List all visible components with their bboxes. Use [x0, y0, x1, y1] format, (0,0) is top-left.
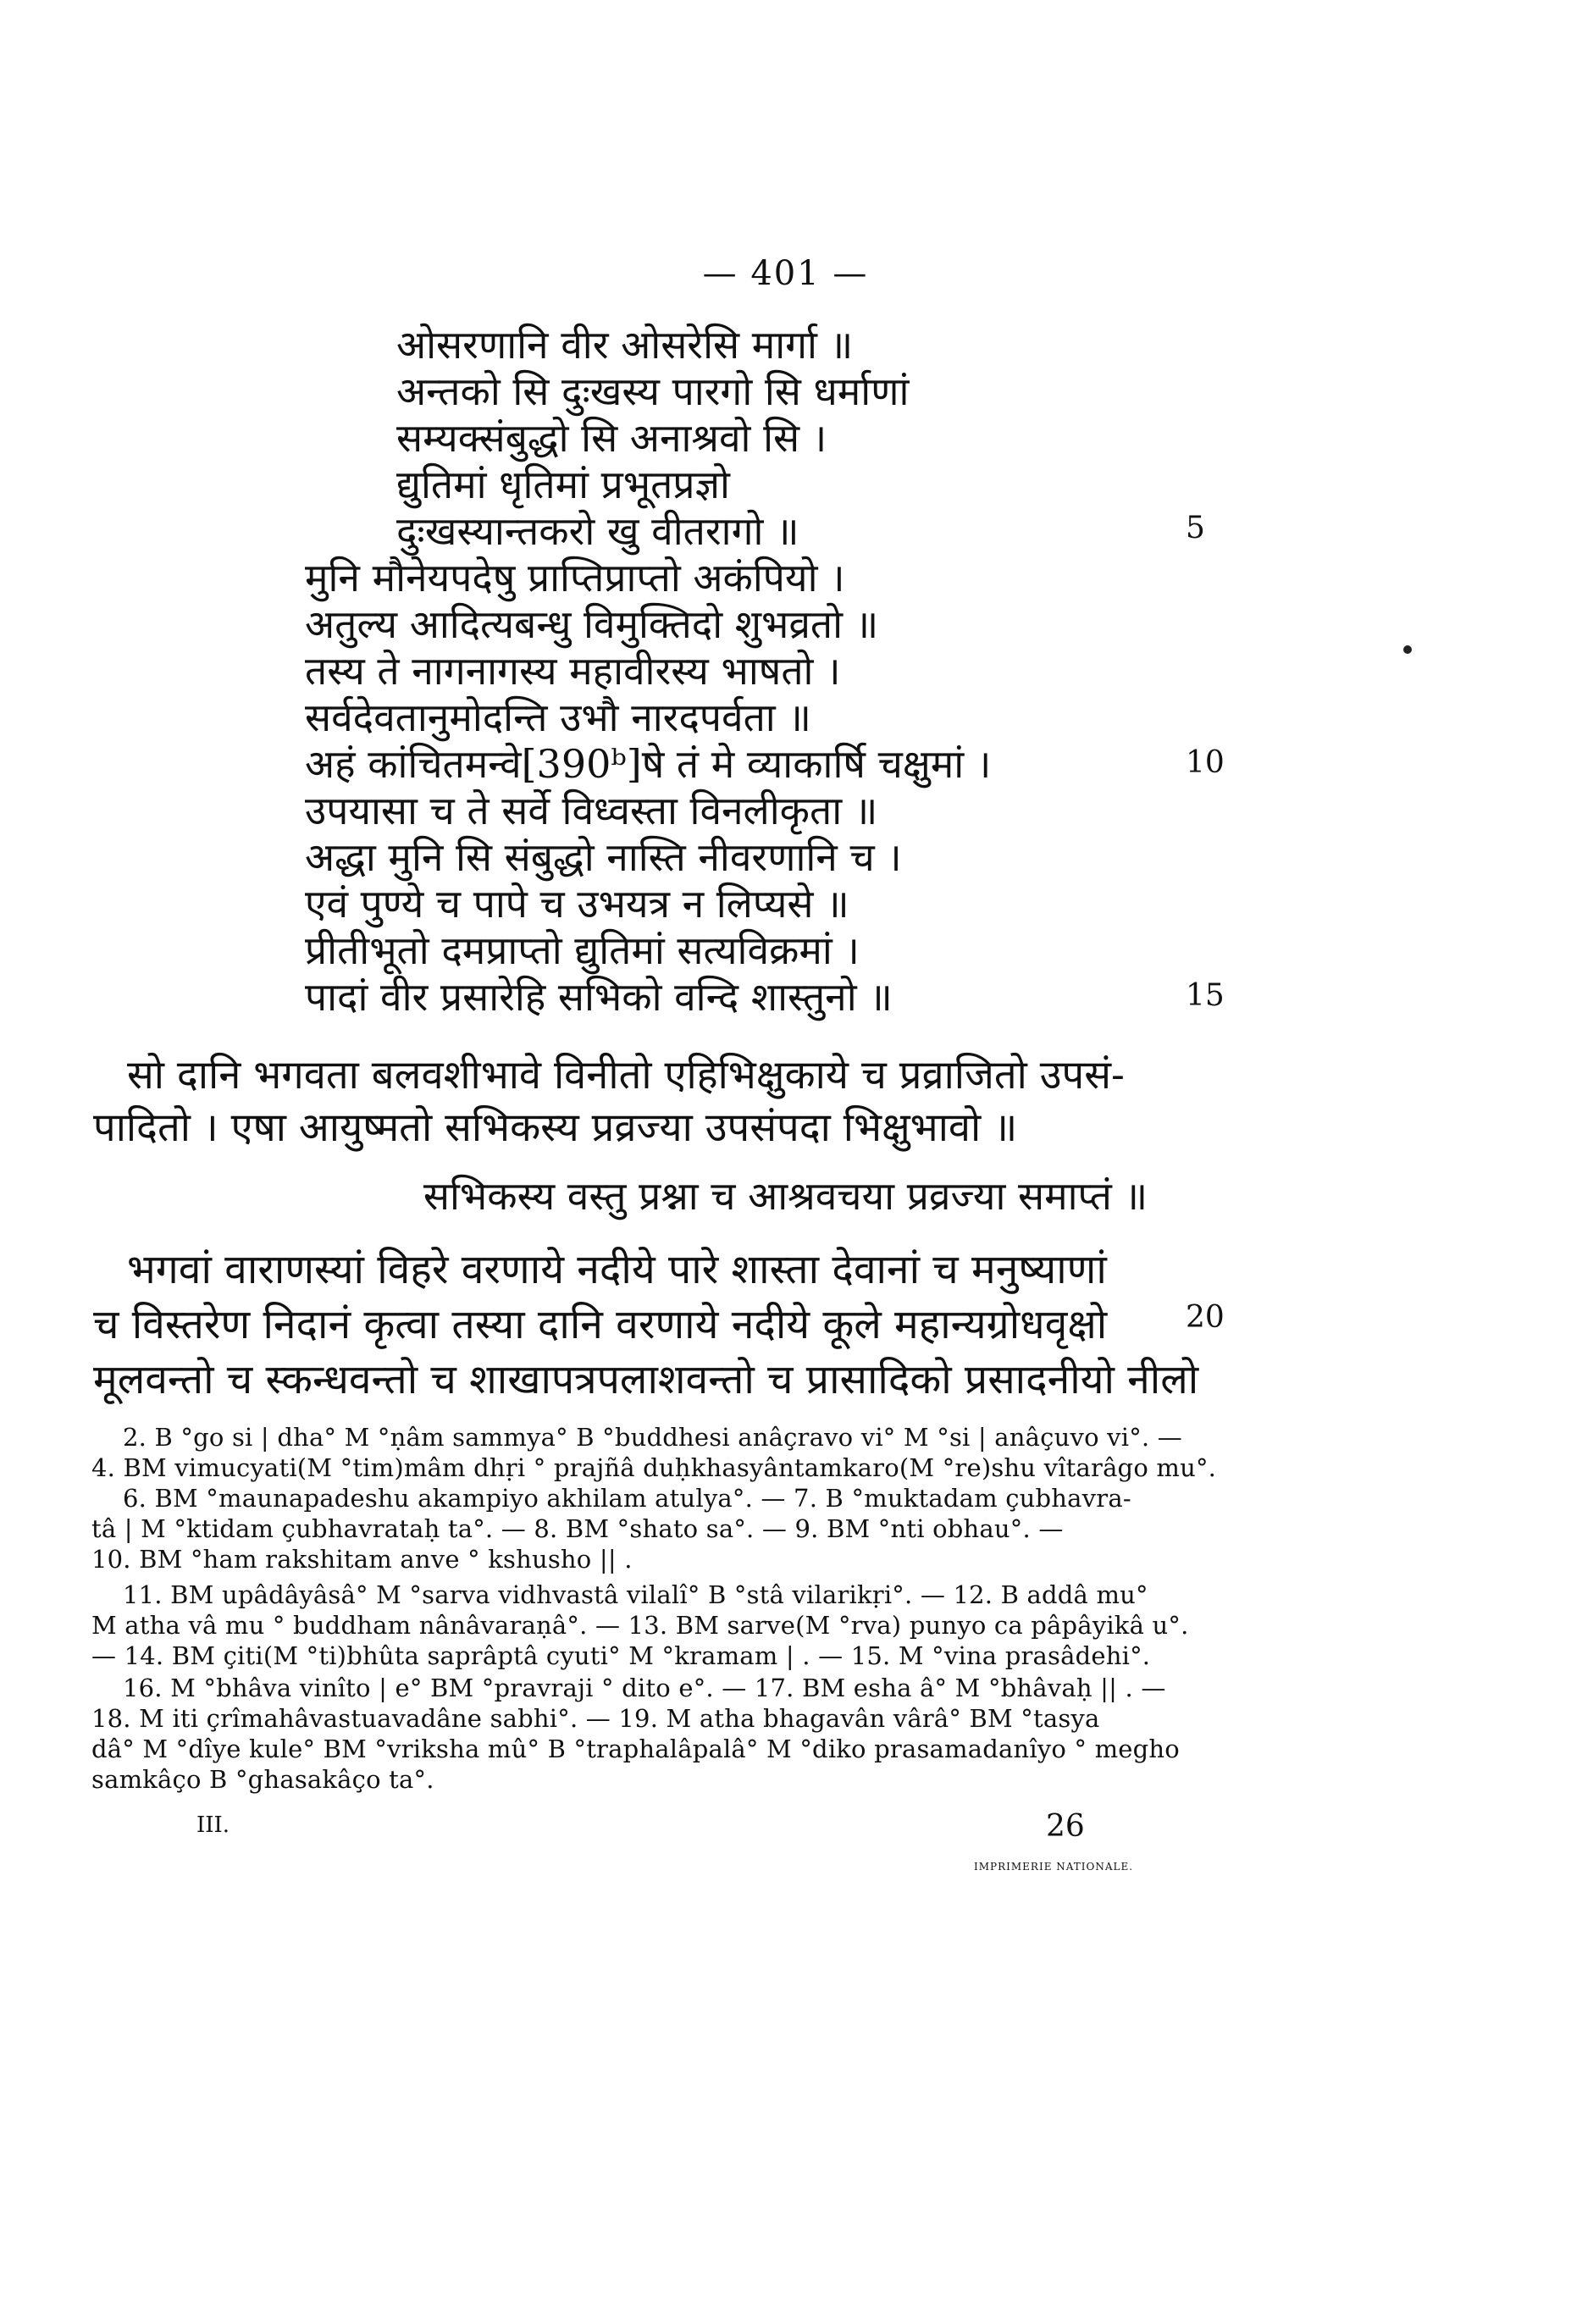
footnote-line: 18. M iti çrîmahâvastuavadâne sabhi°. — 19. M atha bhagavân vârâ° BM °tasya — [91, 1704, 1100, 1733]
line-number: 10 — [1186, 745, 1225, 780]
verse-line: मुनि मौनेयपदेषु प्राप्तिप्राप्तो अकंपियो । — [305, 555, 845, 600]
footnote-line: — 14. BM çiti(M °ti)bhûta saprâptâ cyuti° M °kramam | . — 15. M °vina prasâdehi°. — [91, 1641, 1151, 1670]
verse-line: दुःखस्यान्तकरो खु वीतरागो ॥ — [396, 508, 799, 554]
footnote-line: 11. BM upâdâyâsâ° M °sarva vidhvastâ vilalî° B °stâ vilarikṛi°. — 12. B addâ mu° — [123, 1580, 1148, 1609]
footnote-line: 4. BM vimucyati(M °tim)mâm dhṛi ° prajñâ duḥkhasyântamkaro(M °re)shu vîtarâgo mu°. — [91, 1453, 1217, 1482]
verse-line: अन्तको सि दुःखस्य पारगो सि धर्माणां — [396, 368, 910, 414]
page-number: — 401 — — [702, 254, 869, 293]
prose-line: भगवां वाराणस्यां विहरे वरणाये नदीये पारे शास्ता देवानां च मनुष्याणां — [127, 1246, 1107, 1293]
prose-line: पादितो । एषा आयुष्मतो सभिकस्य प्रव्रज्या उपसंपदा भिक्षुभावो ॥ — [93, 1104, 1018, 1151]
verse-line: अतुल्य आदित्यबन्धु विमुक्तिदो शुभव्रतो ॥ — [305, 601, 879, 647]
signature-mark: 26 — [1046, 1809, 1085, 1844]
verse-line: अद्धा मुनि सि संबुद्धो नास्ति नीवरणानि च । — [305, 834, 902, 880]
verse-line: अहं कांचितमन्वे[390ᵇ]षे तं मे व्याकार्षि चक्षुमां । — [305, 741, 992, 787]
footnote-line: dâ° M °dîye kule° BM °vriksha mû° B °traphalâpalâ° M °diko prasamadanîyo ° megho — [91, 1735, 1180, 1763]
line-number: 15 — [1186, 978, 1225, 1013]
footnote-line: tâ | M °ktidam çubhavrataḥ ta°. — 8. BM °shato sa°. — 9. BM °nti obhau°. — — [91, 1514, 1064, 1543]
prose-line: मूलवन्तो च स्कन्धवन्तो च शाखापत्रपलाशवन्तो च प्रासादिको प्रसादनीयो नीलो — [93, 1356, 1199, 1403]
footnote-line: samkâço B °ghasakâço ta°. — [91, 1765, 434, 1794]
footnote-line: 16. M °bhâva vinîto | e° BM °pravraji ° dito e°. — 17. BM esha â° M °bhâvaḥ || . — — [123, 1674, 1166, 1702]
line-number: 5 — [1186, 511, 1205, 545]
verse-line: प्रीतीभूतो दमप्राप्तो द्युतिमां सत्यविक्रमां । — [305, 927, 860, 973]
ink-speck — [1403, 645, 1412, 654]
verse-line: ओसरणानि वीर ओसरेसि मार्गा ॥ — [396, 322, 854, 368]
prose-line: सो दानि भगवता बलवशीभावे विनीतो एहिभिक्षुकाये च प्रव्राजितो उपसं- — [127, 1052, 1125, 1098]
colophon: सभिकस्य वस्तु प्रश्ना च आश्रवचया प्रव्रज्या समाप्तं ॥ — [423, 1173, 1148, 1219]
verse-line: एवं पुण्ये च पापे च उभयत्र न लिप्यसे ॥ — [305, 881, 849, 927]
footnote-line: 2. B °go si | dha° M °ṇâm sammya° B °buddhesi anâçravo vi° M °si | anâçuvo vi°. — — [123, 1423, 1182, 1452]
footnote-line: 6. BM °maunapadeshu akampiyo akhilam atulya°. — 7. B °muktadam çubhavra- — [123, 1484, 1131, 1513]
footnote-line: 10. BM °ham rakshitam anve ° kshusho || . — [91, 1545, 633, 1574]
verse-line: पादां वीर प्रसारेहि सभिको वन्दि शास्तुनो ॥ — [305, 974, 893, 1020]
prose-line: च विस्तरेण निदानं कृत्वा तस्या दानि वरणाये नदीये कूले महान्यग्रोधवृक्षो — [93, 1301, 1108, 1348]
footnote-line: M atha vâ mu ° buddham nânâvaraṇâ°. — 13. BM sarve(M °rva) punyo ca pâpâyikâ u°. — [91, 1611, 1189, 1640]
verse-line: द्युतिमां धृतिमां प्रभूतप्रज्ञो — [396, 462, 730, 507]
verse-line: सम्यक्संबुद्धो सि अनाश्रवो सि । — [396, 415, 827, 461]
printer-imprint: IMPRIMERIE NATIONALE. — [974, 1861, 1134, 1873]
line-number: 20 — [1186, 1300, 1225, 1335]
verse-line: सर्वदेवतानुमोदन्ति उभौ नारदपर्वता ॥ — [305, 694, 811, 740]
verse-line: उपयासा च ते सर्वे विध्वस्ता विनलीकृता ॥ — [305, 788, 878, 833]
verse-line: तस्य ते नागनागस्य महावीरस्य भाषतो । — [305, 648, 841, 694]
volume-mark: III. — [196, 1812, 230, 1838]
